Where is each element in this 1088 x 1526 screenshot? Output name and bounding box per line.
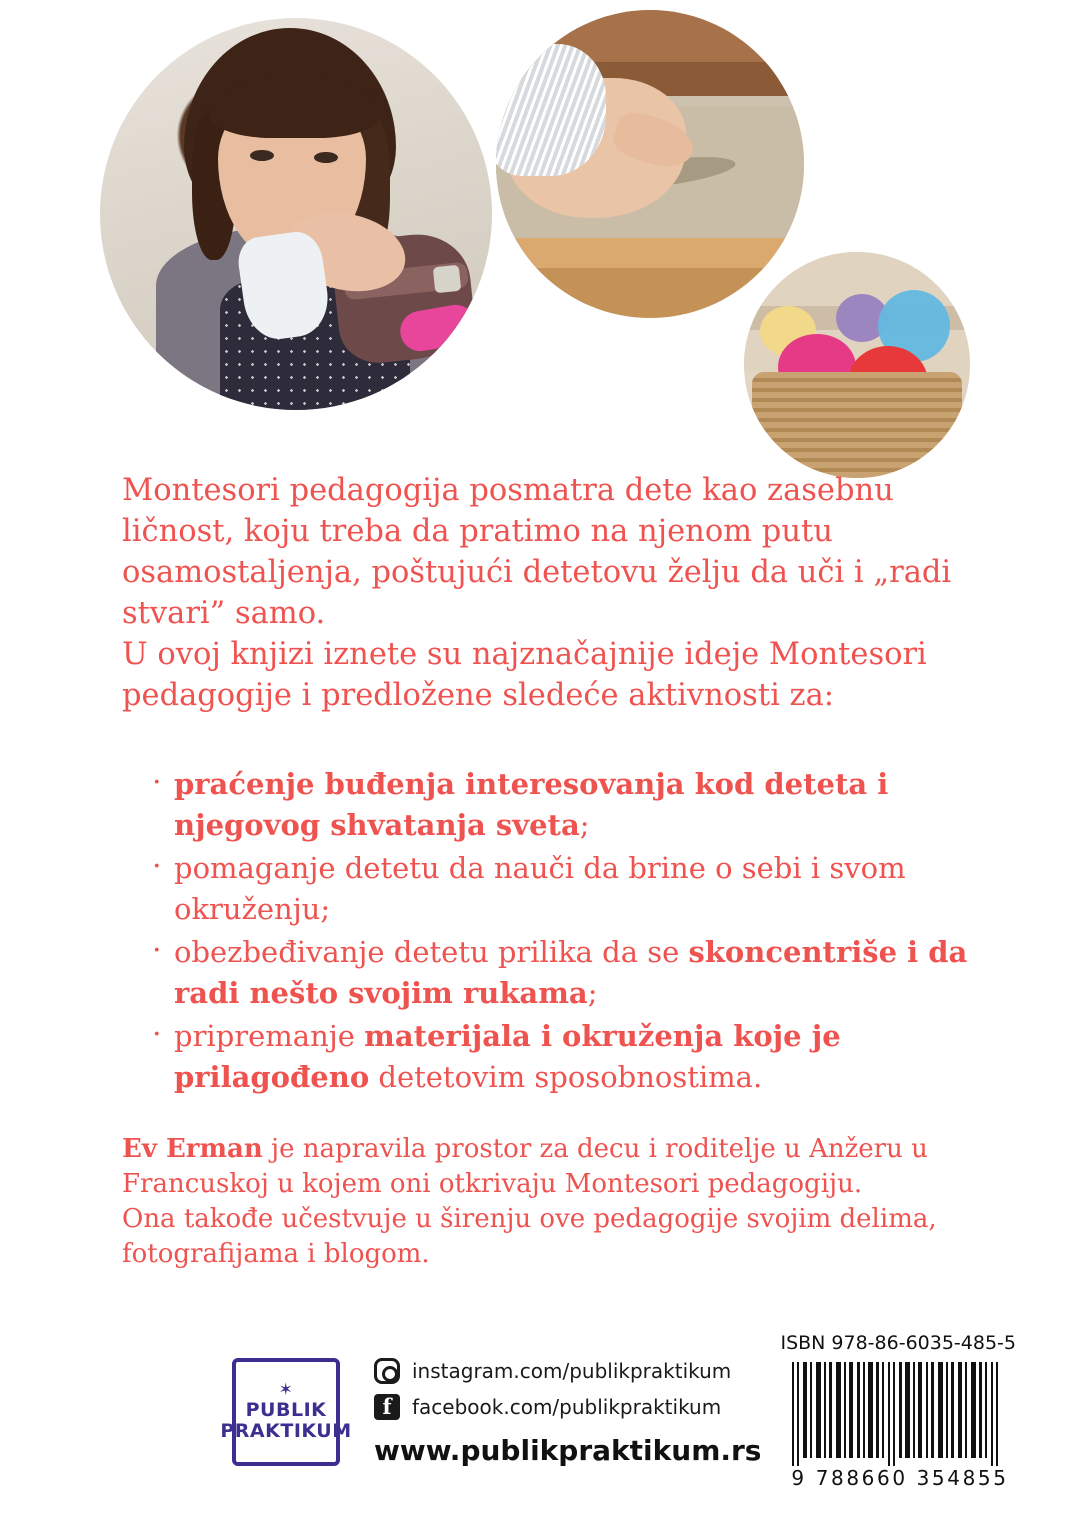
- bullet-4-plain-2: detetovim sposobnostima.: [369, 1060, 763, 1094]
- publisher-logo-line-1: PUBLIK: [245, 1398, 327, 1421]
- instagram-icon: [374, 1358, 400, 1384]
- bullet-3-bold: skoncentriše i da radi nešto svojim rukama: [174, 935, 968, 1010]
- instagram-handle: instagram.com/publikpraktikum: [412, 1359, 732, 1383]
- bullet-3-plain-2: ;: [587, 976, 598, 1010]
- photo1-shoe-buckle: [433, 265, 462, 294]
- star-icon: ✶: [278, 1379, 294, 1400]
- bullet-1-plain: ;: [579, 808, 590, 842]
- intro-paragraph-1: Montesori pedagogija posmatra dete kao zasebnu ličnost, koju treba da pratimo na njenom putu osamostaljenja, poštujući detetovu želju da uči i „radi stvari” samo.: [122, 473, 952, 631]
- bullet-2-plain: pomaganje detetu da nauči da brine o sebi i svom okruženju;: [174, 851, 906, 926]
- bullet-3-plain-1: obezbeđivanje detetu prilika da se: [174, 935, 689, 969]
- barcode-bars: [788, 1362, 1008, 1466]
- author-bio: [122, 1132, 962, 1272]
- bullet-4-plain-1: pripremanje: [174, 1019, 365, 1053]
- photo1-eye-right: [314, 152, 338, 163]
- bullet-1-bold: praćenje buđenja interesovanja kod deteta i njegovog shvatanja sveta: [174, 767, 889, 842]
- publisher-website[interactable]: www.publikpraktikum.rs: [374, 1434, 762, 1467]
- publisher-logo: [220, 1358, 352, 1466]
- photo-basket-of-sensory-balls: [744, 252, 970, 478]
- publisher-logo-line-2: PRAKTIKUM: [220, 1419, 352, 1442]
- bullet-4-bold: materijala i okruženja koje je prilagođeno: [174, 1019, 841, 1094]
- photo1-eye-left: [250, 150, 274, 161]
- list-item: [150, 764, 970, 846]
- isbn-label: ISBN 978-86-6035-485-5: [780, 1332, 1016, 1354]
- photo2-sleeve: [496, 44, 606, 176]
- author-name: Ev Erman: [122, 1134, 263, 1164]
- instagram-link[interactable]: [374, 1358, 794, 1384]
- photo-collage: [0, 0, 1088, 470]
- intro-paragraph-2: U ovoj knjizi iznete su najznačajnije ideje Montesori pedagogije i predložene sledeće aktivnosti za:: [122, 637, 927, 713]
- list-item: [150, 848, 970, 930]
- photo-child-cleaning-shoe: [100, 18, 492, 410]
- author-bio-line-1: [122, 1132, 962, 1202]
- author-bio-line-2: Ona takođe učestvuje u širenju ove pedagogije svojim delima, fotografijama i blogom.: [122, 1204, 937, 1269]
- activities-list: [150, 764, 970, 1100]
- photo3-basket: [752, 372, 962, 478]
- intro-block: [122, 470, 952, 716]
- publisher-footer: [0, 1330, 1088, 1526]
- barcode-digits: 9 788660 354855: [791, 1466, 1009, 1490]
- list-item: [150, 932, 970, 1014]
- facebook-icon: f: [374, 1394, 400, 1420]
- facebook-handle: facebook.com/publikpraktikum: [412, 1395, 722, 1419]
- facebook-link[interactable]: [374, 1394, 794, 1420]
- photo1-fringe: [210, 76, 380, 138]
- list-item: [150, 1016, 970, 1098]
- isbn-barcode: [788, 1362, 1008, 1466]
- author-bio-text-1: je napravila prostor za decu i roditelje u Anžeru u Francuskoj u kojem oni otkrivaju Montesori pedagogiju.: [122, 1134, 928, 1199]
- social-links: [374, 1358, 794, 1430]
